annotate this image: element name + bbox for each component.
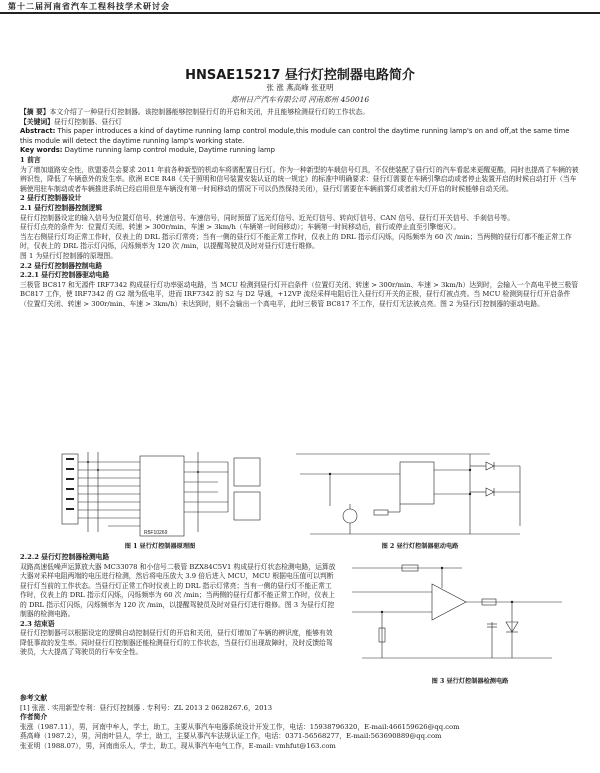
figure-3-caption: 图 3 昼行灯控制器检测电路 [431,678,509,685]
references-heading: 参考文献 [20,694,48,702]
bio-item: 张亚明（1988.07），男，河南南乐人，学士，助工，现从事汽车电气工作，E-mail: vmhfut@163.com [20,741,336,750]
figure-3-detection-circuit [342,562,580,666]
references-block [20,694,582,752]
section-2-1-heading: 2.1 昼行灯控制器控制逻辑 [20,203,103,212]
section-2-2-2-text: 双路高速低噪声运算放大器 MC33078 和小信号二极管 BZX84C5V1 构成昼行灯状态检测电路，运算放大器对采样电阻两端的电压进行检测，然后将电压放大 3.9 倍后进入 MCU，MCU 根据电压值可以判断昼行灯当前的工作状态。当昼行灯正常工作时仪表上的 DRL 指示灯常亮；当有一侧的昼行灯不能正常工作时，仪表上的 DRL 指示灯闪烁，闪烁频率为 60 次 /min；当两侧的昼行灯都不能正常工作时，仪表上的 DRL 指示灯闪烁，闪烁频率为 120 次 /min，以提醒驾驶员及时对昼行灯进行维修。图 3 为昼行灯控制器的检测电路。 [20,562,336,618]
figure-1-schematic [58,448,268,540]
keywords-cn: 【关键词】昼行灯控制器、昼行灯 [20,117,122,126]
detection-section [20,553,338,658]
header-rule [0,12,600,14]
bio-item: 燕高峰（1987.2），男，河南叶县人，学士，助工，主要从事汽车法规认证工作，电话：0371-56568277，E-mail:563690889@qq.com [20,732,442,741]
section-1-text: 为了增加道路安全性，欧盟委员会要求 2011 年前各种新型的机动车将需配置日行灯。作为一种新型的车载信号灯具，不仅使装配了昼行灯的汽车看起来更醒更酷，同时也提高了车辆的被辨识性，降低了车辆意外的发生率。欧洲 ECE R48《关于照明和信号装置安装认证的统一规定》的标准中明确要求：昼行灯需要在车辆引擎启动或者停止装置开启的时候自动打开（当车辆使用驻车制动或者车辆推进系统已经启用但是车辆没有第一时间移动的情况下可以仍然保持关闭），昼行灯需要在车辆前雾灯或者前大灯开启的时候能够自动关闭。 [20,165,579,193]
affiliation: 郑州日产汽车有限公司 河南郑州 450016 [230,95,370,104]
section-2-3-heading: 2.3 结束语 [20,619,55,628]
section-2-3-text: 昼行灯控制器可以根据设定的逻辑自动控制昼行灯的开启和关闭，昼行灯增加了车辆的辨识度，能够有效降低事故的发生率。同时昼行灯控制器还能检测昼行灯的工作状态，当昼行灯出现故障时，及时反馈给驾驶员，大大提高了驾驶员的行车安全性。 [20,629,333,656]
section-2-1-text-4: 图 1 为昼行灯控制器的原理图。 [20,251,118,260]
abstract-cn: 【摘 要】本文介绍了一种昼行灯控制器。该控制器能够控制昼行灯的开启和关闭，并且能够检测昼行灯的工作状态。 [20,108,370,116]
bio-heading: 作者简介 [20,713,48,722]
section-2-2-2-heading: 2.2.2 昼行灯控制器检测电路 [20,553,110,561]
section-2-1-text-2: 昼行灯点亮的条件为：位置灯关闭、转速 > 300r/min、车速 > 3km/h（车辆第一时间移动）；车辆第一时间移动后，前行或停止直至引擎熄灭）。 [20,223,461,232]
keywords-en: Key words: Daytime running lamp control module, Daytime running lamp [20,146,275,155]
bio-item: 张涨（1987.11），男，河南中牟人，学士，助工，主要从事汽车电器系统设计开发工作，电话：15938796320，E-mail:466159626@qq.com [20,722,460,731]
section-2-1-text-1: 昼行灯控制器设定的输入信号为位置灯信号、转速信号、车速信号，同时预留了远光灯信号、近光灯信号、转向灯信号、CAN 信号、昼行灯开关信号、手刹信号等。 [20,213,514,222]
abstract-block [20,108,582,309]
figure-1-caption: 图 1 昼行灯控制器原理图 [124,543,196,550]
section-1-heading: 1 前言 [20,155,41,164]
abstract-en: Abstract: This paper introduces a kind of daytime running lamp control module,this module can control the daytime running lamp's on and off,at the same time this module will detect the daytime running lamp's working state. [20,127,570,145]
section-2-2-1-text: 三极管 BC817 和无源件 IRF7342 构成昼行灯功率驱动电路，当 MCU 检测到昼行灯开启条件（位置灯关闭、转速 > 300r/min、车速 > 3km/h）达到时，会输入一个高电平使三极管 BC817 工作，使 IRF7342 的 G2 端为低电平，进而 IRF7342 的 S2 与 D2 导通，+12VP 流经采样电阻后注入昼行灯开关的正极，昼行灯被点亮。当 MCU 检测到昼行灯开启条件（位置灯关闭、转速 > 300r/min、车速 > 3km/h）未达到时，则不会输出一个高电平，此时三极管 BC817 不工作，昼行灯无法被点亮。图 2 为昼行灯控制器的驱动电路。 [20,280,579,308]
section-2-2-1-heading: 2.2.1 昼行灯控制器驱动电路 [20,271,110,280]
figure-1-chip-label: R5F10269 [144,530,168,536]
section-2-1-text-3: 当左右侧昼行灯均正常工作时，仅表上的 DRL 指示灯常亮；当有一侧的昼行灯不能正常工作时，仅表上的 DRL 指示灯闪烁，闪烁频率为 60 次 /min；当两侧的昼行灯都不能正常工作时，仅表上的 DRL 指示灯闪烁，闪烁频率为 120 次 /min，以提醒驾驶员及时对昼行灯进行维修。 [20,232,572,251]
journal-header [0,0,600,14]
section-2-heading: 2 昼行灯控制器设计 [20,194,82,203]
paper-title: HNSAE15217 昼行灯控制器电路简介 [185,68,415,83]
section-2-2-heading: 2.2 昼行灯控制器控制电路 [20,261,103,270]
authors: 张 涨 燕高峰 张亚明 [266,83,334,92]
reference-item: [1] 张涨 . 实用新型专利：昼行灯控制器 . 专利号：ZL 2013 2 0628267.6，2013 [20,703,273,712]
figure-2-caption: 图 2 昼行灯控制器驱动电路 [381,543,459,550]
journal-name: 第十二届河南省汽车工程科技学术研讨会 [8,1,170,11]
figure-2-drive-circuit [290,446,540,542]
